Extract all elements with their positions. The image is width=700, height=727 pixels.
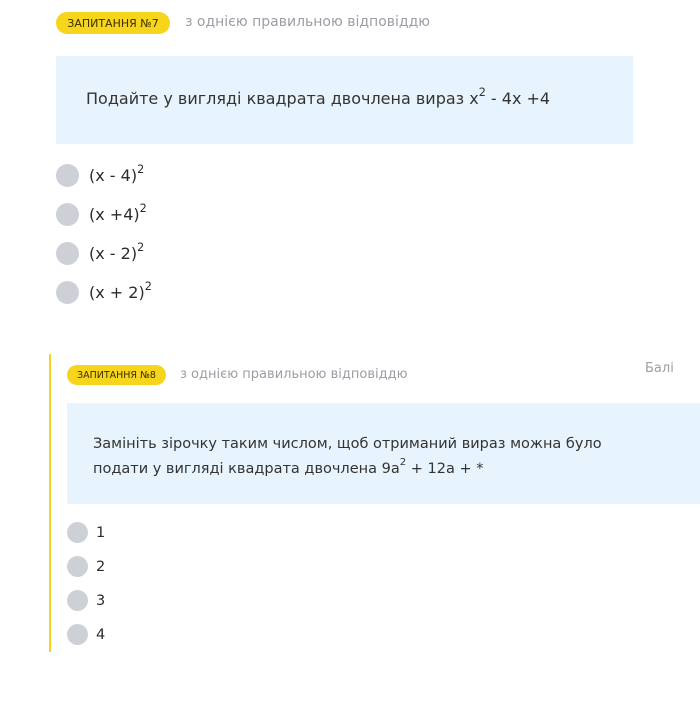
question-number-badge bbox=[67, 365, 166, 385]
answer-option-label bbox=[89, 162, 145, 185]
option-exponent: 2 bbox=[144, 279, 152, 293]
question-number-badge bbox=[56, 12, 170, 34]
answer-option[interactable] bbox=[56, 164, 144, 187]
answer-option-label: 2 bbox=[96, 558, 106, 575]
question-number-label: ЗАПИТАННЯ №8 bbox=[77, 369, 156, 381]
question-text bbox=[86, 85, 551, 108]
points-label: Балі bbox=[645, 361, 674, 376]
answer-option[interactable] bbox=[67, 522, 105, 543]
active-question-indicator bbox=[49, 354, 51, 652]
question-text-part: + 12a + * bbox=[406, 461, 484, 477]
radio-button[interactable] bbox=[67, 590, 88, 611]
radio-button[interactable] bbox=[67, 556, 88, 577]
answer-option-label bbox=[89, 240, 145, 263]
radio-button[interactable] bbox=[56, 242, 79, 265]
question-text-part: Подайте у вигляді квадрата двочлена вираз x bbox=[86, 89, 479, 108]
answer-option[interactable] bbox=[56, 242, 144, 265]
answer-option-label: 1 bbox=[96, 524, 106, 541]
question-text-line: Замініть зірочку таким числом, щоб отриманий вираз можна було bbox=[93, 436, 602, 452]
option-base: (x + 2) bbox=[89, 283, 145, 302]
option-base: (x - 4) bbox=[89, 166, 138, 185]
question-text bbox=[93, 432, 602, 482]
question-type-label: з однією правильною відповіддю bbox=[185, 14, 431, 30]
option-exponent: 2 bbox=[139, 201, 147, 215]
question-type-label: з однією правильною відповіддю bbox=[180, 367, 408, 382]
answer-option[interactable] bbox=[67, 590, 105, 611]
radio-button[interactable] bbox=[67, 624, 88, 645]
option-exponent: 2 bbox=[137, 162, 145, 176]
question-box bbox=[67, 403, 700, 504]
option-base: (x +4) bbox=[89, 205, 140, 224]
question-box bbox=[56, 56, 633, 144]
answer-option[interactable] bbox=[56, 203, 147, 226]
question-exponent: 2 bbox=[399, 457, 407, 469]
answer-option[interactable] bbox=[67, 624, 105, 645]
answer-option-label: 3 bbox=[96, 592, 106, 609]
option-base: (x - 2) bbox=[89, 244, 138, 263]
question-exponent: 2 bbox=[478, 85, 486, 99]
radio-button[interactable] bbox=[56, 203, 79, 226]
question-number-label: ЗАПИТАННЯ №7 bbox=[67, 16, 159, 30]
option-exponent: 2 bbox=[137, 240, 145, 254]
answer-option-label bbox=[89, 279, 152, 302]
answer-option-label bbox=[89, 201, 147, 224]
question-text-part: - 4x +4 bbox=[485, 89, 551, 108]
question-text-part: подати у вигляді квадрата двочлена 9a bbox=[93, 461, 400, 477]
question-text-line bbox=[93, 457, 602, 482]
radio-button[interactable] bbox=[67, 522, 88, 543]
answer-option-label: 4 bbox=[96, 626, 106, 643]
radio-button[interactable] bbox=[56, 281, 79, 304]
radio-button[interactable] bbox=[56, 164, 79, 187]
answer-option[interactable] bbox=[67, 556, 105, 577]
answer-option[interactable] bbox=[56, 281, 152, 304]
